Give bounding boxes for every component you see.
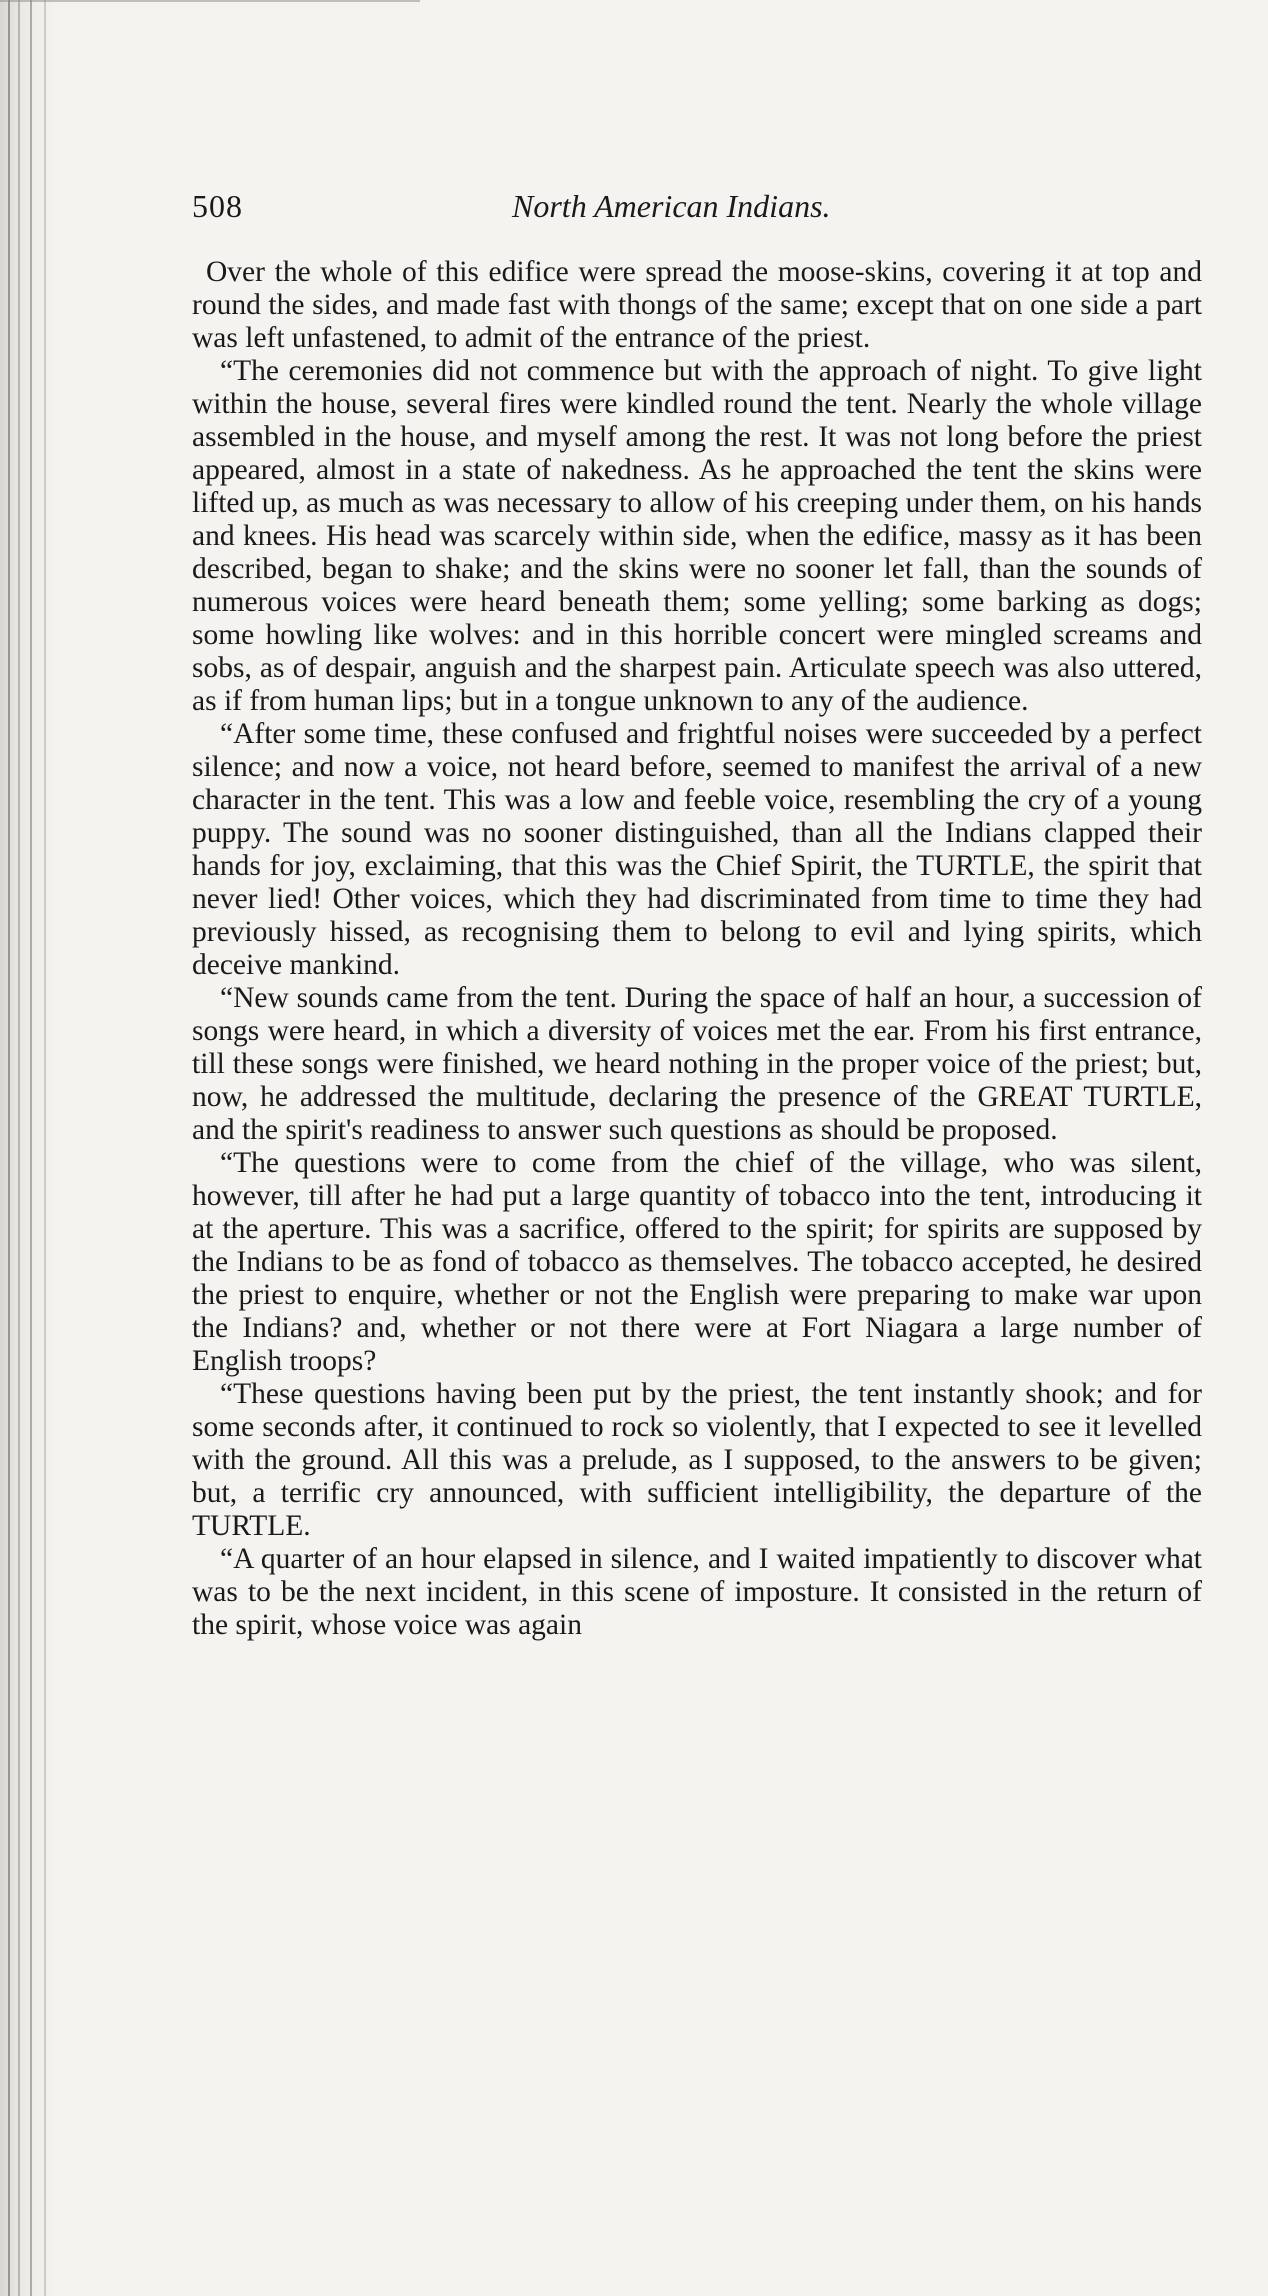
paragraph: “After some time, these confused and frightful noises were succeeded by a perfect silence; and now a voice, not heard before, seemed to manifest the arrival of a new character in the tent. This was a low and feeble voice, resembling the cry of a young puppy. The sound was no sooner distinguished, than all the Indians clapped their hands for joy, exclaiming, that this was the Chief Spirit, the TURTLE, the spirit that never lied! Other voices, which they had discriminated from time to time they had previously hissed, as recognising them to belong to evil and lying spirits, which deceive mankind.	[192, 718, 1202, 981]
paragraph: “New sounds came from the tent. During the space of half an hour, a succession of songs were heard, in which a diversity of voices met the ear. From his first entrance, till these songs were finished, we heard nothing in the proper voice of the priest; but, now, he addressed the multitude, declaring the presence of the GREAT TURTLE, and the spirit's readiness to answer such questions as should be proposed.	[192, 982, 1202, 1146]
binding-line	[18, 0, 20, 2296]
page-top-edge	[0, 0, 420, 16]
page-header	[192, 188, 1232, 238]
binding-line	[44, 0, 46, 2296]
body-text	[192, 256, 1202, 1642]
running-head: North American Indians.	[512, 188, 831, 224]
page-number: 508	[192, 188, 243, 224]
binding-line	[8, 0, 10, 2296]
binding-line	[30, 0, 32, 2296]
paragraph: “The ceremonies did not commence but with the approach of night. To give light within the house, several fires were kindled round the tent. Nearly the whole village assembled in the house, and myself among the rest. It was not long before the priest appeared, almost in a state of nakedness. As he approached the tent the skins were lifted up, as much as was necessary to allow of his creeping under them, on his hands and knees. His head was scarcely within side, when the edifice, massy as it has been described, began to shake; and the skins were no sooner let fall, than the sounds of numerous voices were heard beneath them; some yelling; some barking as dogs; some howling like wolves: and in this horrible concert were mingled screams and sobs, as of despair, anguish and the sharpest pain. Articulate speech was also uttered, as if from human lips; but in a tongue unknown to any of the audience.	[192, 355, 1202, 717]
paragraph: “A quarter of an hour elapsed in silence, and I waited impatiently to discover what was to be the next incident, in this scene of imposture. It consisted in the return of the spirit, whose voice was again	[192, 1543, 1202, 1641]
paragraph: “The questions were to come from the chief of the village, who was silent, however, till after he had put a large quantity of tobacco into the tent, introducing it at the aperture. This was a sacrifice, offered to the spirit; for spirits are supposed by the Indians to be as fond of tobacco as themselves. The tobacco accepted, he desired the priest to enquire, whether or not the English were preparing to make war upon the Indians? and, whether or not there were at Fort Niagara a large number of English troops?	[192, 1147, 1202, 1377]
paragraph: “These questions having been put by the priest, the tent instantly shook; and for some seconds after, it continued to rock so violently, that I expected to see it levelled with the ground. All this was a prelude, as I supposed, to the answers to be given; but, a terrific cry announced, with sufficient intelligibility, the departure of the TURTLE.	[192, 1378, 1202, 1542]
paragraph: Over the whole of this edifice were spread the moose-skins, covering it at top and round the sides, and made fast with thongs of the same; except that on one side a part was left unfastened, to admit of the entrance of the priest.	[192, 256, 1202, 354]
